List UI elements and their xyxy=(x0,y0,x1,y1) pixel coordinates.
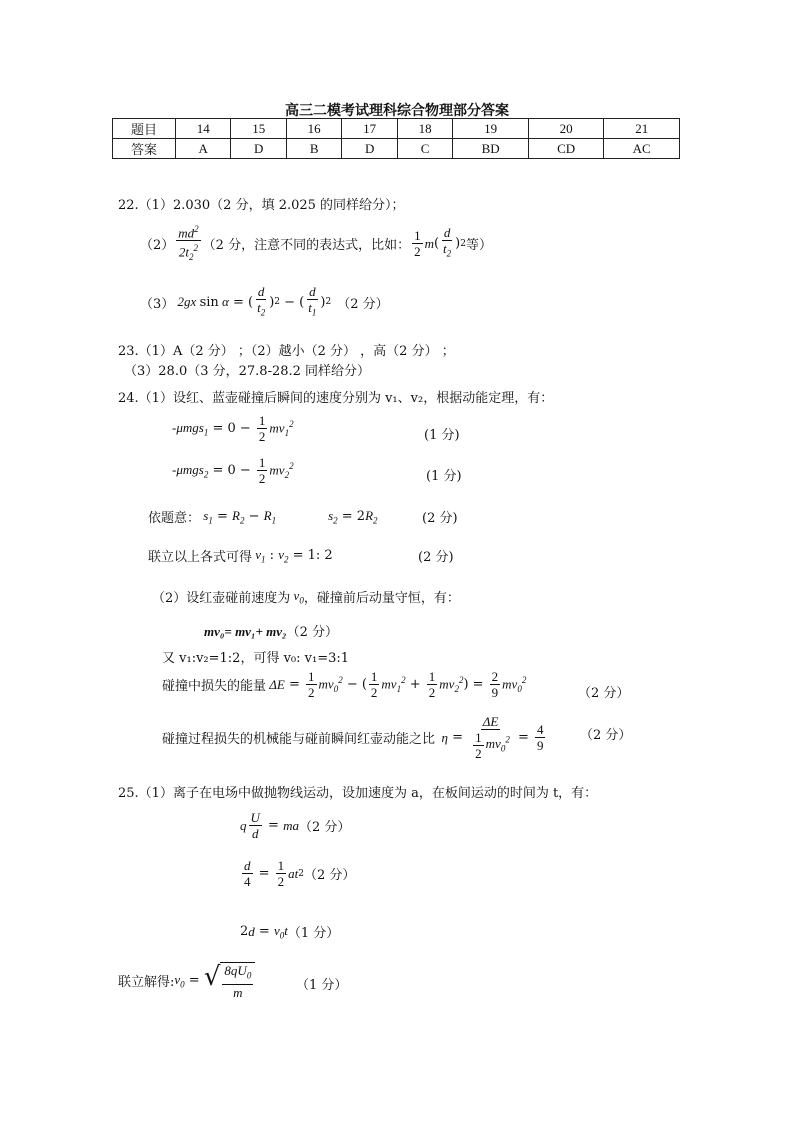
question-cell: 15 xyxy=(231,119,286,139)
q24-energy-loss: 碰撞中损失的能量 ΔE = $\frac{1}{2}$ $mv_0^2$ − ( $\frac{1}{2}$ $mv_1^2$ + $\frac{1}{2}$ $mv_2^2$ ) = $\frac{2}{9}$ $mv_0^2$ xyxy=(162,669,527,700)
q24-part2-label-end: ，碰撞前后动量守恒，有： xyxy=(303,591,460,606)
q25-result-label: 联立解得: xyxy=(118,975,175,991)
answer-cell: BD xyxy=(453,139,529,159)
question-cell: 18 xyxy=(397,119,452,139)
q24-combine-label: 联立以上各式可得 xyxy=(148,550,253,565)
q25-result: 联立解得: $v_0$ = √ $\frac{8qU_0}{m}$ xyxy=(118,962,255,1000)
q24-efficiency-label: 碰撞过程损失的机械能与碰前瞬间红壶动能之比 xyxy=(162,732,436,747)
question-cell: 21 xyxy=(604,119,680,139)
formula-half: $\frac{1}{2}$ xyxy=(414,228,421,260)
question-row xyxy=(113,119,680,139)
formula-md2-over-2t2: $\frac{md^2}{2t_2^2}$ xyxy=(178,224,199,263)
q23-line2: （3）28.0（3 分，27.8-28.2 同样给分） xyxy=(124,364,371,379)
q24-momentum-score: （2 分） xyxy=(286,625,338,640)
q24-condition: 依题意： $s_1$ = $R_2$ − $R_1$ $s_2$ = 2 $R_2$ xyxy=(148,507,378,526)
q25-intro: 25.（1）离子在电场中做抛物线运动，设加速度为 a，在板间运动的时间为 t，有： xyxy=(118,786,598,801)
page-title: 高三二模考试理科综合物理部分答案 xyxy=(285,103,509,119)
q22-part3-label: （3） xyxy=(140,296,175,312)
q24-eq1-score: (1 分) xyxy=(424,428,460,443)
q22-part1: 22.（1）2.030（2 分，填 2.025 的同样给分）； xyxy=(118,198,405,213)
question-cell: 14 xyxy=(176,119,231,139)
q24-energy-loss-label: 碰撞中损失的能量 xyxy=(162,679,267,694)
question-cell: 19 xyxy=(453,119,529,139)
q24-eq1: -μmgs$_1$ = 0 − $\frac{1}{2}$ $mv_1^2$ xyxy=(172,413,294,444)
q24-condition-score: (2 分) xyxy=(422,511,458,526)
q24-combine-score: (2 分) xyxy=(418,550,454,565)
q22-part2: （2） $\frac{md^2}{2t_2^2}$ （2 分，注意不同的表达式，比如： $\frac{1}{2}$ m ( $\frac{d}{t_2}$ ) 2 等） xyxy=(140,222,492,265)
question-cell: 17 xyxy=(342,119,397,139)
q25-eq3-score: （1 分） xyxy=(287,926,340,941)
question-cell: 20 xyxy=(528,119,604,139)
q22-part2-note: （2 分，注意不同的表达式，比如： xyxy=(202,238,411,254)
answer-cell: AC xyxy=(604,139,680,159)
question-cell: 16 xyxy=(286,119,341,139)
q24-condition-label: 依题意： xyxy=(148,511,201,526)
q24-efficiency: 碰撞过程损失的机械能与碰前瞬间红壶动能之比 η = ΔE $\frac{1}{2}$ $mv_0^2$ = $\frac{4}{9}$ xyxy=(162,714,544,761)
answer-cell: B xyxy=(286,139,341,159)
q22-part2-end: 等） xyxy=(465,238,492,254)
question-header: 题目 xyxy=(113,119,176,139)
answer-cell: D xyxy=(231,139,286,159)
q25-eq2: $\frac{d}{4}$ = $\frac{1}{2}$ at 2 （2 分） xyxy=(244,858,356,889)
q24-intro: 24.（1）设红、蓝壶碰撞后瞬间的速度分别为 v₁、v₂，根据动能定理，有： xyxy=(118,391,554,406)
q24-eq2-score: (1 分) xyxy=(426,469,462,484)
q23-line1: 23.（1）A（2 分） ；（2）越小（2 分） ，高（2 分） ； xyxy=(118,344,455,359)
answer-cell: CD xyxy=(528,139,604,159)
q25-result-score: （1 分） xyxy=(296,978,348,993)
answer-cell: A xyxy=(176,139,231,159)
answer-table xyxy=(112,118,680,159)
answer-cell: C xyxy=(397,139,452,159)
q25-eq2-score: （2 分） xyxy=(304,868,356,883)
q24-efficiency-score: （2 分） xyxy=(580,728,632,743)
q22-part3: （3） 2gx sin α = ( $\frac{d}{t_2}$ ) 2 − ( $\frac{d}{t_1}$ ) 2 （2 分） xyxy=(140,284,389,318)
q25-eq1-score: （2 分） xyxy=(298,820,351,835)
q25-eq3: 2 d = $v_0t$ （1 分） xyxy=(240,922,340,941)
formula-energy: 2gx xyxy=(174,294,200,310)
q24-eq2: -μmgs$_2$ = 0 − $\frac{1}{2}$ $mv_2^2$ xyxy=(172,455,294,486)
answer-cell: D xyxy=(342,139,397,159)
q24-momentum xyxy=(204,621,338,640)
q24-momentum-eq: mv₀= mv₁+ mv₂ xyxy=(204,624,287,639)
q24-energy-loss-score: （2 分） xyxy=(578,686,630,701)
answer-header: 答案 xyxy=(113,139,176,159)
q25-eq1: q $\frac{U}{d}$ = ma （2 分） xyxy=(240,810,351,841)
q24-part2: （2）设红壶碰前速度为 $v_0$ ，碰撞前后动量守恒，有： xyxy=(152,587,460,606)
q22-part2-label: （2） xyxy=(140,238,175,254)
q24-combine: 联立以上各式可得 $v_1$ : $v_2$ = 1: 2 xyxy=(148,546,333,565)
sqrt-symbol: √ $\frac{8qU_0}{m}$ xyxy=(204,962,255,1000)
q24-part2-label: （2）设红壶碰前速度为 xyxy=(152,591,291,606)
q24-ratio-given: 又 v₁:v₂=1:2，可得 v₀: v₁=3:1 xyxy=(162,651,350,666)
answer-row xyxy=(113,139,680,159)
q22-part3-score: （2 分） xyxy=(337,296,389,312)
